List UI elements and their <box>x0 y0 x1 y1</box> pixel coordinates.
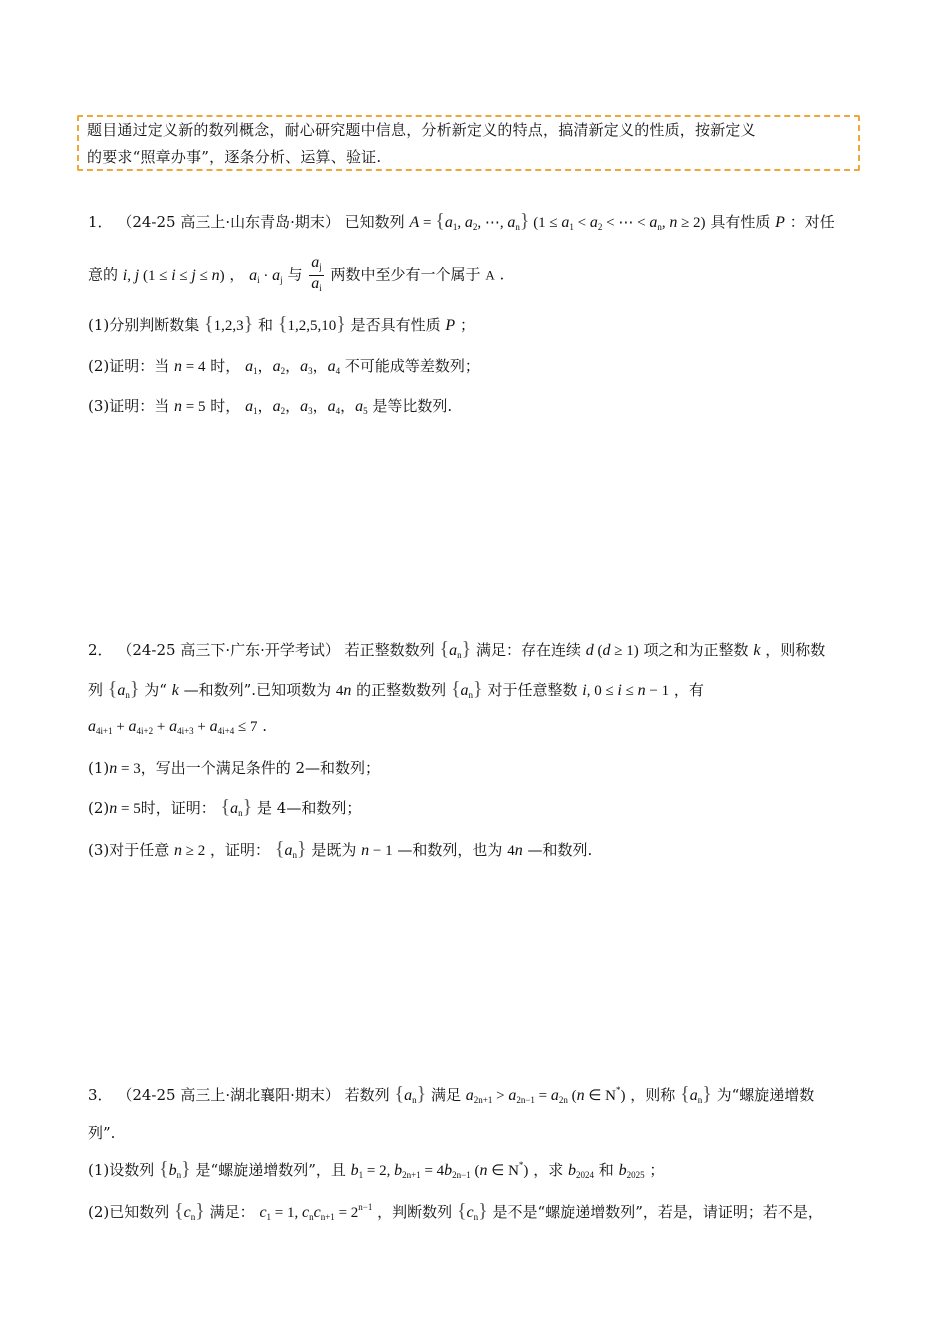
q1-line-1: 1． （24-25 高三上·山东青岛·期末） 已知数列 $A = \{a_1$, $a_2$, ⋯, $a_n$} ($1 \le a_1 < a_2$ < ⋯ < $a_n$, n ≥ 2) 具有性质 P ：对任 <box>88 210 835 232</box>
q2-part-1: (1)n = 3，写出一个满足条件的 2—和数列； <box>88 759 381 777</box>
q2-line-2: 列 $\{a_n\}$ 为“ k —和数列”.已知项数为 4n 的正整数数列 $\{a_n\}$ 对于任意整数 i, 0 ≤ i ≤ n − 1 ，有 <box>88 678 704 700</box>
q3-part-1: (1)设数列 $\{b_n\}$ 是“螺旋递增数列”，且 $b_1 = 2$, $b_{2n+1} = 4b_{2n-1}$ (n ∈ N*) ，求 $b_{2024}$ 和 $b_{2025}$ ； <box>88 1158 665 1180</box>
tip-line-1: 题目通过定义新的数列概念，耐心研究题中信息，分析新定义的特点，搞清新定义的性质，按新定义 <box>87 121 756 139</box>
q3-source: （24-25 高三上·湖北襄阳·期末） <box>117 1086 340 1104</box>
q1-fraction: $\frac{a_j}{a_i}$ <box>311 254 322 293</box>
q1-number: 1． <box>88 213 113 231</box>
q2-part-2: (2)n = 5时，证明： $\{a_n\}$ 是 4—和数列； <box>88 796 362 818</box>
q2-line-1: 2． （24-25 高三下·广东·开学考试） 若正整数数列 $\{a_n\}$ 满足：存在连续 d (d ≥ 1) 项之和为正整数 k ，则称数 <box>88 638 826 660</box>
q2-part-3: (3)对于任意 n ≥ 2 ，证明： $\{a_n\}$ 是既为 n − 1 —和数列，也为 4n —和数列. <box>88 838 593 860</box>
q2-number: 2． <box>88 641 113 659</box>
tip-line-2: 的要求“照章办事”，逐条分析、运算、验证. <box>87 148 382 166</box>
q3-line-1: 3． （24-25 高三上·湖北襄阳·期末） 若数列 $\{a_n\}$ 满足 $a_{2n+1} > a_{2n-1} = a_{2n}$ (n ∈ N*) ，则称 $\{a_n\}$ 为“螺旋递增数 <box>88 1083 815 1105</box>
q2-line-3: $a_{4i+1} + a_{4i+2} + a_{4i+3} + a_{4i+4} \le 7$ . <box>88 717 268 736</box>
q1-line-2: 意的 i, j (1 ≤ i ≤ j ≤ n) ， $a_i \cdot a_j$ 与 $\frac{a_j}{a_i}$ 两数中至少有一个属于 A . <box>88 255 504 296</box>
q1-part-3: (3)证明：当 n = 5 时， $a_1$，$a_2$，$a_3$，$a_4$，$a_5$ 是等比数列. <box>88 397 453 416</box>
q2-source: （24-25 高三下·广东·开学考试） <box>117 641 340 659</box>
q3-line-2: 列”. <box>88 1124 116 1142</box>
q1-set-def: $A = \{a_1$, $a_2$, ⋯, $a_n$} ($1 \le a_1 < a_2$ < ⋯ < $a_n$, n ≥ 2) <box>409 210 706 232</box>
q1-part-2: (2)证明：当 n = 4 时， $a_1$，$a_2$，$a_3$，$a_4$ 不可能成等差数列； <box>88 357 480 376</box>
q1-source: （24-25 高三上·山东青岛·期末） <box>117 213 340 231</box>
q1-part-1: (1)分别判断数集 {1,2,3} 和 {1,2,5,10} 是否具有性质 P ； <box>88 313 475 335</box>
q3-number: 3． <box>88 1086 113 1104</box>
q3-part-2: (2)已知数列 $\{c_n\}$ 满足： $c_1 = 1$, $c_nc_{n+1} = 2^{n-1}$ ，判断数列 $\{c_n\}$ 是不是“螺旋递增数列”，若是，请证明；若不是， <box>88 1200 823 1222</box>
tip-box <box>77 115 860 171</box>
